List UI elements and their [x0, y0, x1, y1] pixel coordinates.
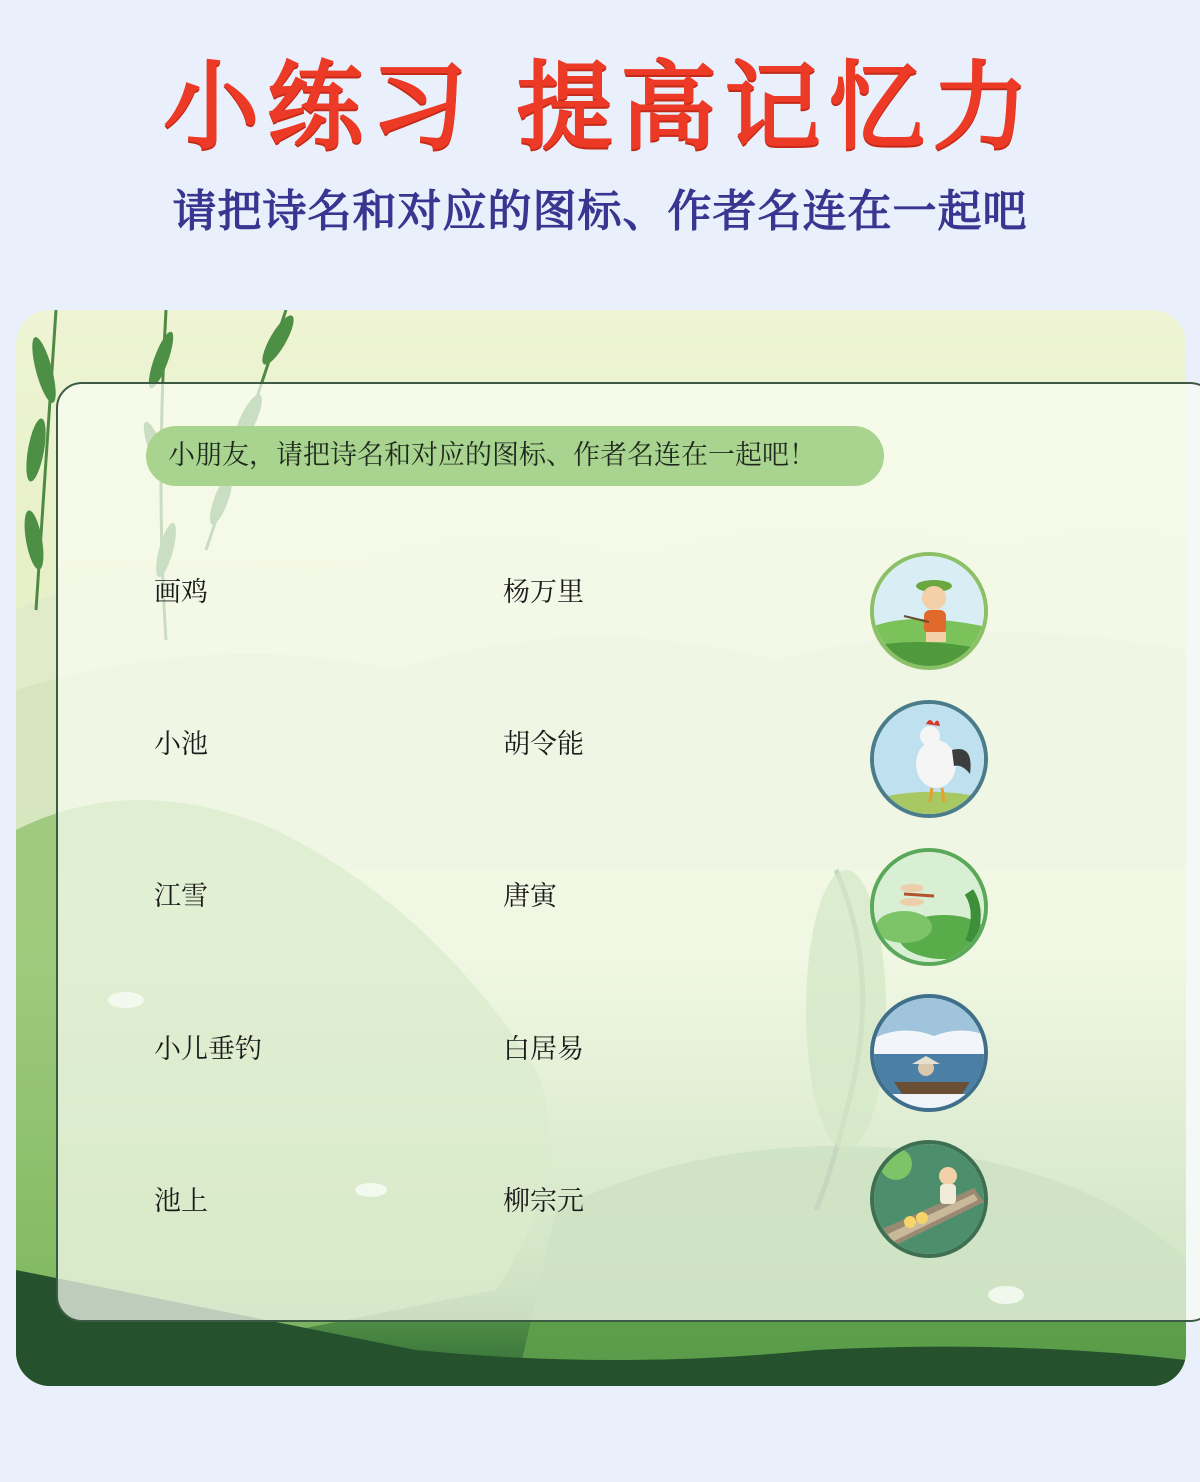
poem-title[interactable]: 池上 [154, 1186, 208, 1217]
page-title: 小练习 提高记忆力 [163, 51, 1037, 163]
author-name[interactable]: 胡令能 [503, 729, 584, 760]
rooster-icon[interactable] [870, 700, 988, 818]
author-name[interactable]: 白居易 [503, 1034, 584, 1065]
author-name[interactable]: 唐寅 [503, 881, 557, 912]
author-name[interactable]: 柳宗元 [503, 1186, 584, 1217]
snow-fisherman-icon[interactable] [870, 994, 988, 1112]
instruction-text: 小朋友，请把诗名和对应的图标、作者名连在一起吧！ [168, 440, 816, 471]
fishing-boy-icon[interactable] [870, 552, 988, 670]
author-name[interactable]: 杨万里 [503, 577, 584, 608]
exercise-card [56, 382, 1200, 1322]
poem-title[interactable]: 画鸡 [154, 577, 208, 608]
poem-title[interactable]: 江雪 [154, 881, 208, 912]
dragonfly-lotus-icon[interactable] [870, 848, 988, 966]
page-subtitle: 请把诗名和对应的图标、作者名连在一起吧 [172, 186, 1028, 237]
instruction-banner [146, 426, 884, 486]
poem-title[interactable]: 小池 [154, 729, 208, 760]
poem-title[interactable]: 小儿垂钓 [154, 1034, 262, 1065]
boat-child-icon[interactable] [870, 1140, 988, 1258]
